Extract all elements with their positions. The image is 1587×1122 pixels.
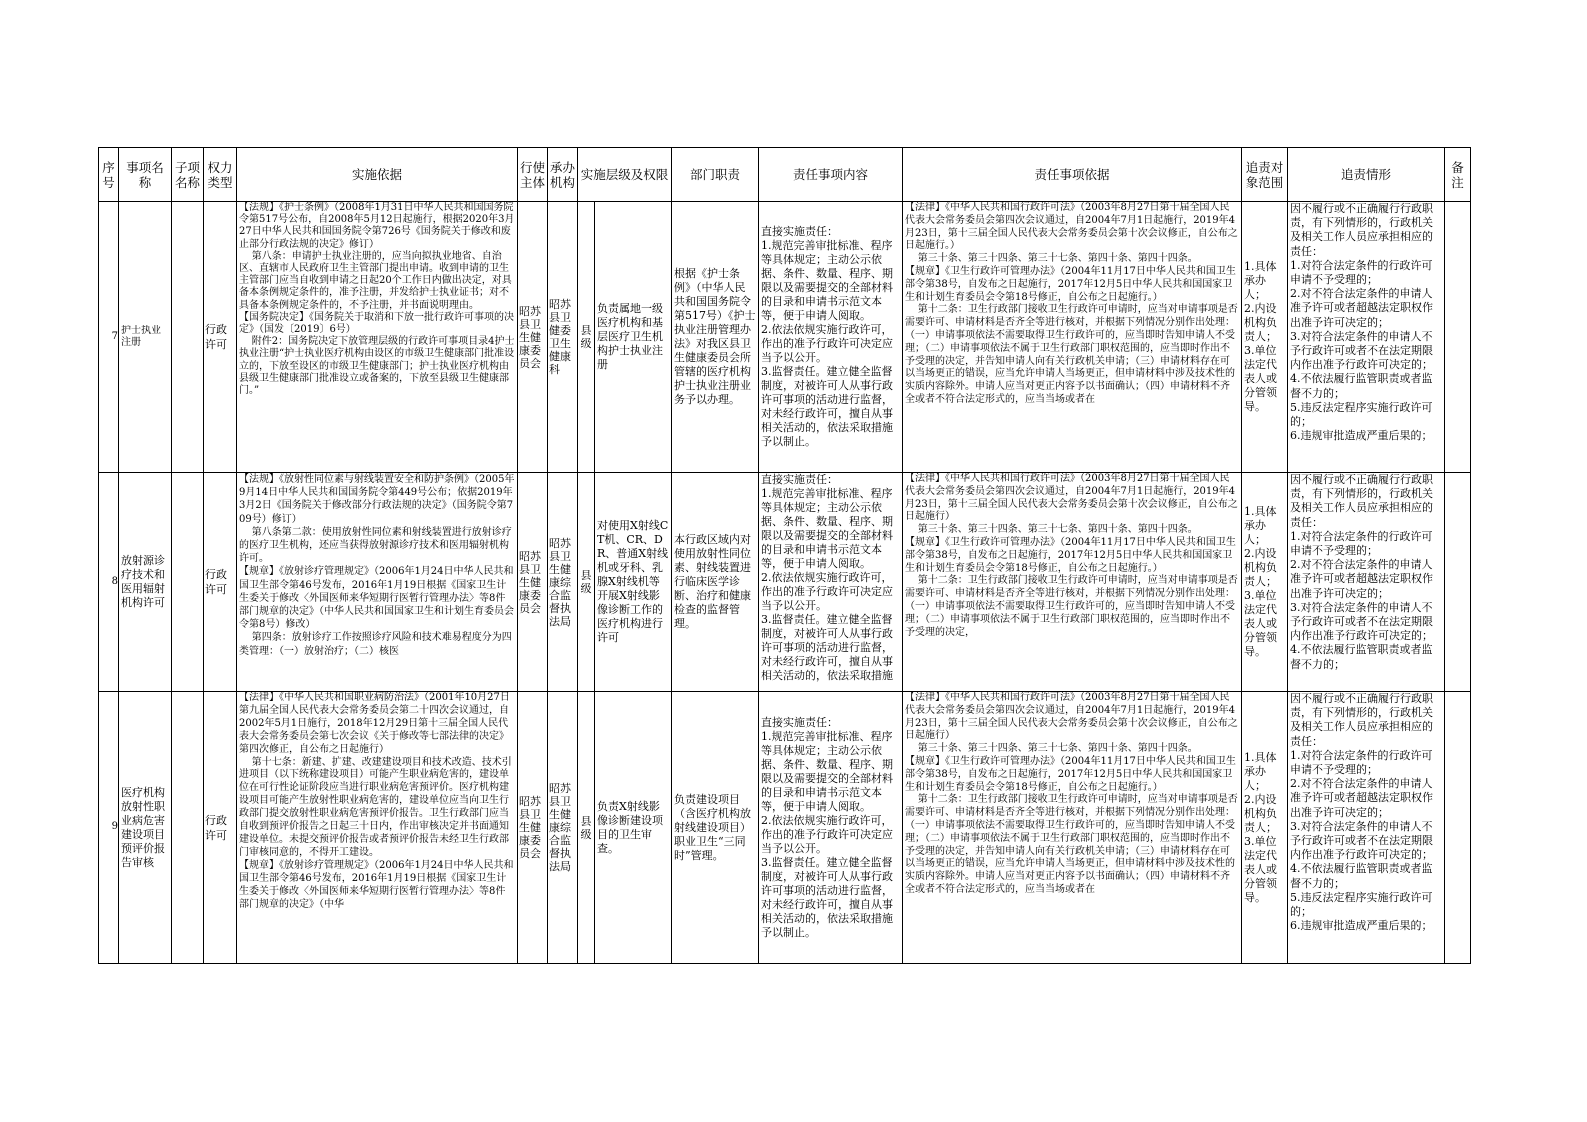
row-item-name: 放射源诊疗技术和医用辐射机构许可 xyxy=(119,473,172,692)
header-subject: 行使主体 xyxy=(518,148,548,202)
header-resp-content: 责任事项内容 xyxy=(759,148,903,202)
row-level-desc: 对使用X射线CT机、CR、DR、普通X射线机或牙科、乳腺X射线机等开展X射线影像诊断工作的医疗机构进行许可 xyxy=(595,473,672,692)
row-level: 县级 xyxy=(578,202,595,473)
header-power-type: 权力类型 xyxy=(204,148,237,202)
responsibility-list-sheet xyxy=(98,147,1471,964)
row-remarks xyxy=(1445,473,1471,692)
row-resp-basis: 【法律】《中华人民共和国行政许可法》（2003年8月27日第十届全国人民代表大会常务委员会第四次会议通过，自2004年7月1日起施行，2019年4月23日，第十三届全国人民代表大会常务委员会第十次会议修正，自公布之日起施行） 第三十条、第三十四条、第三十七条、第四十条、第四十四条。 【规章】《卫生行政许可管理办法》（2004年11月17日中华人民共和国卫生部令第38号，自发布之日起施行，2017年12月5日中华人民共和国国家卫生和计划生育委员会令第18号修正，自公布之日起施行。） 第十二条：卫生行政部门接收卫生行政许可申请时，应当对申请事项是否需要许可、申请材料是否齐全等进行核对，并根据下列情况分别作出处理：（一）申请事项依法不需要取得卫生行政许可的，应当即时告知申请人不受理；（二）申请事项依法不属于卫生行政部门职权范围的，应当即时作出不予受理的决定，并告知申请人向有关行政机关申请；（三）申请材料存在可以当场更正的错误，应当允许申请人当场更正，但申请材料中涉及技术性的实质内容除外。申请人应当对更正内容予以书面确认；（四）申请材料不齐全或者不符合法定形式的，应当当场或者在 xyxy=(903,692,1242,964)
header-basis: 实施依据 xyxy=(237,148,518,202)
header-level: 实施层级及权限 xyxy=(578,148,672,202)
table-row xyxy=(99,202,1471,473)
row-level-desc: 负责属地一级医疗机构和基层医疗卫生机构护士执业注册 xyxy=(595,202,672,473)
row-subject: 昭苏县卫生健康委员会 xyxy=(518,473,548,692)
row-seq: 9 xyxy=(99,692,119,964)
row-accountability-scope: 1.具体承办人； 2.内设机构负责人； 3.单位法定代表人或分管领导。 xyxy=(1242,473,1288,692)
row-level: 县级 xyxy=(578,692,595,964)
row-level-desc: 负责X射线影像诊断建设项目的卫生审查。 xyxy=(595,692,672,964)
table-row xyxy=(99,473,1471,692)
row-resp-basis: 【法律】《中华人民共和国行政许可法》（2003年8月27日第十届全国人民代表大会常务委员会第四次会议通过，自2004年7月1日起施行，2019年4月23日，第十三届全国人民代表大会常务委员会第十次会议修正，自公布之日起施行。） 第三十条、第三十四条、第三十七条、第四十条、第四十四条。 【规章】《卫生行政许可管理办法》（2004年11月17日中华人民共和国卫生部令第38号，自发布之日起施行，2017年12月5日中华人民共和国国家卫生和计划生育委员会令第18号修正，自公布之日起施行。） 第十二条：卫生行政部门接收卫生行政许可申请时，应当对申请事项是否需要许可、申请材料是否齐全等进行核对，并根据下列情况分别作出处理：（一）申请事项依法不需要取得卫生行政许可的，应当即时告知申请人不受理；（二）申请事项依法不属于卫生行政部门职权范围的，应当即时作出不予受理的决定，并告知申请人向有关行政机关申请；（三）申请材料存在可以当场更正的错误，应当允许申请人当场更正，但申请材料中涉及技术性的实质内容除外。申请人应当对更正内容予以书面确认；（四）申请材料不齐全或者不符合法定形式的，应当当场或者在 xyxy=(903,202,1242,473)
header-remarks: 备注 xyxy=(1445,148,1471,202)
row-resp-content: 直接实施责任： 1.规范完善审批标准、程序等具体规定；主动公示依据、条件、数量、程序、期限以及需要提交的全部材料的目录和申请书示范文本等，便于申请人阅取。 2.依法依规实施行政许可，作出的准予行政许可决定应当予以公开。 3.监督责任。建立健全监督制度，对被许可人从事行政许可事项的活动进行监督，对未经行政许可，擅自从事相关活动的，依法采取措施予以制止。 xyxy=(759,202,903,473)
row-subject: 昭苏县卫生健康委员会 xyxy=(518,692,548,964)
row-item-name: 护士执业注册 xyxy=(119,202,172,473)
row-accountability-cases: 因不履行或不正确履行行政职责，有下列情形的，行政机关及相关工作人员应承担相应的责任： 1.对符合法定条件的行政许可申请不予受理的； 2.对不符合法定条件的申请人准予许可或者超越法定职权作出准予许可决定的； 3.对符合法定条件的申请人不予行政许可或者不在法定期限内作出准予行政许可决定的； 4.不依法履行监管职责或者监督不力的； 5.违反法定程序实施行政许可的； 6.违规审批造成严重后果的； xyxy=(1288,692,1445,964)
header-dept-duty: 部门职责 xyxy=(672,148,759,202)
row-power-type: 行政许可 xyxy=(204,202,237,473)
header-item-name: 事项名称 xyxy=(119,148,172,202)
row-dept-duty: 负责建设项目（含医疗机构放射线建设项目）职业卫生“三同时”管理。 xyxy=(672,692,759,964)
row-accountability-cases: 因不履行或不正确履行行政职责，有下列情形的，行政机关及相关工作人员应承担相应的责任： 1.对符合法定条件的行政许可申请不予受理的； 2.对不符合法定条件的申请人准予许可或者超越法定职权作出准予许可决定的； 3.对符合法定条件的申请人不予行政许可或者不在法定期限内作出准予行政许可决定的； 4.不依法履行监管职责或者监督不力的； xyxy=(1288,473,1445,692)
row-sub-item xyxy=(172,473,204,692)
header-accountability-scope: 追责对象范围 xyxy=(1242,148,1288,202)
header-seq: 序号 xyxy=(99,148,119,202)
row-remarks xyxy=(1445,202,1471,473)
row-power-type: 行政许可 xyxy=(204,692,237,964)
table-row xyxy=(99,692,1471,964)
header-accountability-cases: 追责情形 xyxy=(1288,148,1445,202)
row-resp-basis: 【法律】《中华人民共和国行政许可法》（2003年8月27日第十届全国人民代表大会常务委员会第四次会议通过，自2004年7月1日起施行，2019年4月23日，第十三届全国人民代表大会常务委员会第十次会议修正，自公布之日起施行） 第三十条、第三十四条、第三十七条、第四十条、第四十四条。 【规章】《卫生行政许可管理办法》（2004年11月17日中华人民共和国卫生部令第38号，自发布之日起施行，2017年12月5日中华人民共和国国家卫生和计划生育委员会令第18号修正，自公布之日起施行。） 第十二条：卫生行政部门接收卫生行政许可申请时，应当对申请事项是否需要许可、申请材料是否齐全等进行核对，并根据下列情况分别作出处理：（一）申请事项依法不需要取得卫生行政许可的，应当即时告知申请人不受理；（二）申请事项依法不属于卫生行政部门职权范围的，应当即时作出不予受理的决定， xyxy=(903,473,1242,692)
header-resp-basis: 责任事项依据 xyxy=(903,148,1242,202)
header-sub-item: 子项名称 xyxy=(172,148,204,202)
row-basis: 【法规】《放射性同位素与射线装置安全和防护条例》（2005年9月14日中华人民共和国国务院令第449号公布；依据2019年3月2日《国务院关于修改部分行政法规的决定》（国务院令第709号）修订） 第八条第二款：使用放射性同位素和射线装置进行放射诊疗的医疗卫生机构，还应当获得放射源诊疗技术和医用辐射机构许可。 【规章】《放射诊疗管理规定》（2006年1月24日中华人民共和国卫生部令第46号发布，2016年1月19日根据《国家卫生计生委关于修改〈外国医师来华短期行医暂行管理办法〉等8件部门规章的决定》（中华人民共和国国家卫生和计划生育委员会令第8号）修改） 第四条：放射诊疗工作按照诊疗风险和技术难易程度分为四类管理：（一）放射治疗；（二）核医 xyxy=(237,473,518,692)
row-sub-item xyxy=(172,692,204,964)
row-org: 昭苏县卫健委卫生健康科 xyxy=(548,202,578,473)
header-row xyxy=(99,148,1471,202)
row-subject: 昭苏县卫生健康委员会 xyxy=(518,202,548,473)
row-seq: 8 xyxy=(99,473,119,692)
row-dept-duty: 根据《护士条例》（中华人民共和国国务院令第517号）《护士执业注册管理办法》对我区县卫生健康委员会所管辖的医疗机构护士执业注册业务予以办理。 xyxy=(672,202,759,473)
row-level: 县级 xyxy=(578,473,595,692)
row-resp-content: 直接实施责任： 1.规范完善审批标准、程序等具体规定；主动公示依据、条件、数量、程序、期限以及需要提交的全部材料的目录和申请书示范文本等，便于申请人阅取。 2.依法依规实施行政许可，作出的准予行政许可决定应当予以公开。 3.监督责任。建立健全监督制度，对被许可人从事行政许可事项的活动进行监督，对未经行政许可，擅自从事相关活动的，依法采取措施予以制止。 xyxy=(759,692,903,964)
row-org: 昭苏县卫生健康综合监督执法局 xyxy=(548,473,578,692)
row-accountability-scope: 1.具体承办人； 2.内设机构负责人； 3.单位法定代表人或分管领导。 xyxy=(1242,692,1288,964)
row-power-type: 行政许可 xyxy=(204,473,237,692)
row-accountability-cases: 因不履行或不正确履行行政职责，有下列情形的，行政机关及相关工作人员应承担相应的责任： 1.对符合法定条件的行政许可申请不予受理的； 2.对不符合法定条件的申请人准予许可或者超越法定职权作出准予许可决定的； 3.对符合法定条件的申请人不予行政许可或者不在法定期限内作出准予行政许可决定的； 4.不依法履行监管职责或者监督不力的； 5.违反法定程序实施行政许可的； 6.违规审批造成严重后果的； xyxy=(1288,202,1445,473)
row-resp-content: 直接实施责任： 1.规范完善审批标准、程序等具体规定；主动公示依据、条件、数量、程序、期限以及需要提交的全部材料的目录和申请书示范文本等，便于申请人阅取。 2.依法依规实施行政许可，作出的准予行政许可决定应当予以公开。 3.监督责任。建立健全监督制度，对被许可人从事行政许可事项的活动进行监督，对未经行政许可，擅自从事相关活动的，依法采取措施 xyxy=(759,473,903,692)
row-seq: 7 xyxy=(99,202,119,473)
header-org: 承办机构 xyxy=(548,148,578,202)
responsibility-table xyxy=(98,147,1471,964)
row-accountability-scope: 1.具体承办人； 2.内设机构负责人； 3.单位法定代表人或分管领导。 xyxy=(1242,202,1288,473)
row-org: 昭苏县卫生健康综合监督执法局 xyxy=(548,692,578,964)
row-basis: 【法规】《护士条例》（2008年1月31日中华人民共和国国务院令第517号公布，自2008年5月12日起施行，根据2020年3月27日中华人民共和国国务院令第726号《国务院关于修改和废止部分行政法规的决定》修订） 第八条：申请护士执业注册的，应当向拟执业地省、自治区、直辖市人民政府卫生主管部门提出申请。收到申请的卫生主管部门应当自收到申请之日起20个工作日内做出决定，对具备本条例规定条件的，准予注册，并发给护士执业证书；对不具备本条例规定条件的，不予注册，并书面说明理由。 【国务院决定】《国务院关于取消和下放一批行政许可事项的决定》（国发〔2019〕6号） 附件2：国务院决定下放管理层级的行政许可事项目录4护士执业注册“护士执业医疗机构由设区的市级卫生健康部门批准设立的，下放至设区的市级卫生健康部门；护士执业医疗机构由县级卫生健康部门批准设立或备案的，下放至县级卫生健康部门。” xyxy=(237,202,518,473)
row-sub-item xyxy=(172,202,204,473)
row-dept-duty: 本行政区域内对使用放射性同位素、射线装置进行临床医学诊断、治疗和健康检查的监督管理。 xyxy=(672,473,759,692)
row-basis: 【法律】《中华人民共和国职业病防治法》（2001年10月27日第九届全国人民代表大会常务委员会第二十四次会议通过，自2002年5月1日施行，2018年12月29日第十三届全国人民代表大会常务委员会第七次会议《关于修改等七部法律的决定》第四次修正，自公布之日起施行） 第十七条：新建、扩建、改建建设项目和技术改造、技术引进项目（以下统称建设项目）可能产生职业病危害的，建设单位在可行性论证阶段应当进行职业病危害预评价。医疗机构建设项目可能产生放射性职业病危害的，建设单位应当向卫生行政部门提交放射性职业病危害预评价报告。卫生行政部门应当自收到预评价报告之日起三十日内，作出审核决定并书面通知建设单位。未提交预评价报告或者预评价报告未经卫生行政部门审核同意的，不得开工建设。 【规章】《放射诊疗管理规定》（2006年1月24日中华人民共和国卫生部令第46号发布，2016年1月19日根据《国家卫生计生委关于修改〈外国医师来华短期行医暂行管理办法〉等8件部门规章的决定》（中华 xyxy=(237,692,518,964)
row-item-name: 医疗机构放射性职业病危害建设项目预评价报告审核 xyxy=(119,692,172,964)
row-remarks xyxy=(1445,692,1471,964)
